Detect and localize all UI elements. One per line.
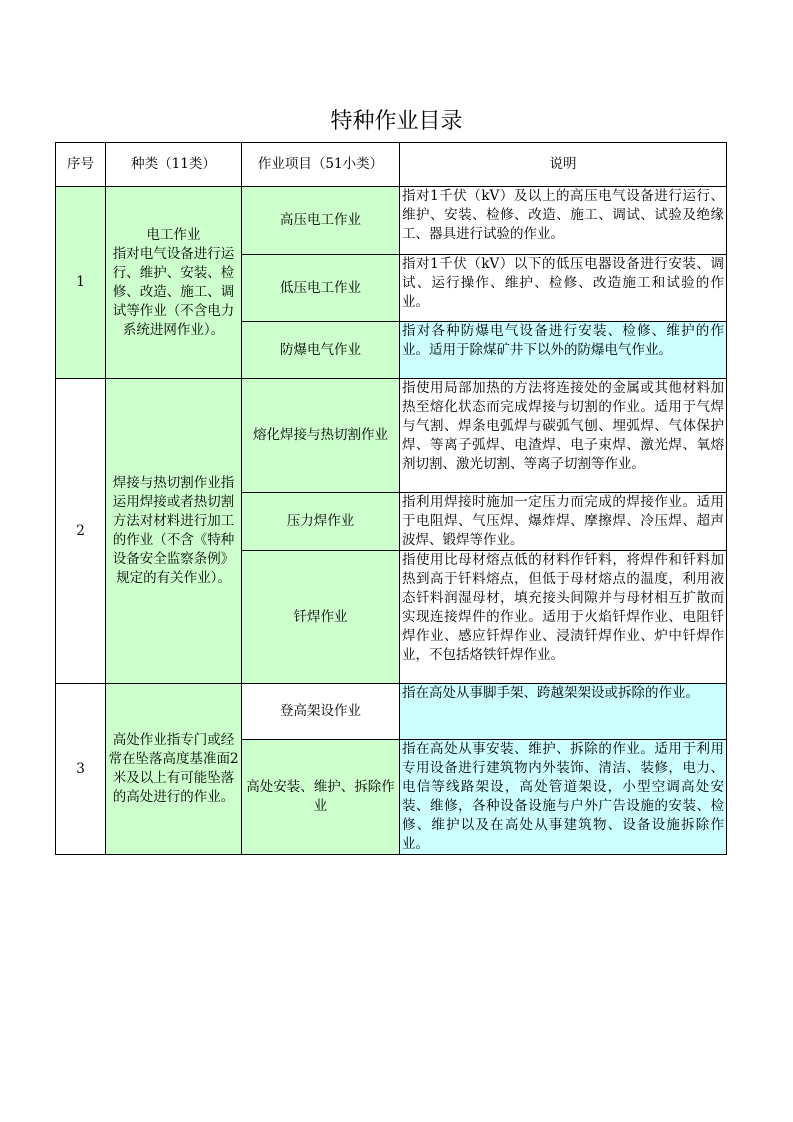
group-index: 2 — [56, 379, 106, 684]
item-name: 登高架设作业 — [242, 684, 400, 740]
item-description: 指对1千伏（kV）及以上的高压电气设备进行运行、维护、安装、检修、改造、施工、调试、试验及绝缘工、器具进行试验的作业。 — [400, 187, 727, 255]
group-category: 高处作业指专门或经常在坠落高度基准面2米及以上有可能坠落的高处进行的作业。 — [106, 684, 242, 855]
item-name: 防爆电气作业 — [242, 322, 400, 379]
group-index: 1 — [56, 187, 106, 379]
table-row — [56, 684, 727, 740]
special-operations-table — [55, 142, 727, 855]
item-name: 钎焊作业 — [242, 551, 400, 684]
item-name: 低压电工作业 — [242, 255, 400, 322]
table-header-row — [56, 143, 727, 187]
item-description: 指对各种防爆电气设备进行安装、检修、维护的作业。适用于除煤矿井下以外的防爆电气作业。 — [400, 322, 727, 379]
item-description: 指对1千伏（kV）以下的低压电器设备进行安装、调试、运行操作、维护、检修、改造施工和试验的作业。 — [400, 255, 727, 322]
item-description: 指在高处从事脚手架、跨越架架设或拆除的作业。 — [400, 684, 727, 740]
item-description: 指使用比母材熔点低的材料作钎料，将焊件和钎料加热到高于钎料熔点，但低于母材熔点的温度，利用液态钎料润湿母材，填充接头间隙并与母材相互扩散而实现连接焊件的作业。适用于火焰钎焊作业、电阻钎焊作业、感应钎焊作业、浸渍钎焊作业、炉中钎焊作业，不包括烙铁钎焊作业。 — [400, 551, 727, 684]
table-row — [56, 379, 727, 493]
item-name: 高处安装、维护、拆除作业 — [242, 740, 400, 855]
header-index: 序号 — [56, 143, 106, 187]
header-description: 说明 — [400, 143, 727, 187]
item-name: 熔化焊接与热切割作业 — [242, 379, 400, 493]
page-title: 特种作业目录 — [330, 109, 463, 134]
header-item: 作业项目（51小类） — [242, 143, 400, 187]
item-description: 指使用局部加热的方法将连接处的金属或其他材料加热至熔化状态而完成焊接与切割的作业。适用于气焊与气割、焊条电弧焊与碳弧气刨、埋弧焊、气体保护焊、等离子弧焊、电渣焊、电子束焊、激光焊、氧熔剂切割、激光切割、等离子切割等作业。 — [400, 379, 727, 493]
group-category: 电工作业 指对电气设备进行运行、维护、安装、检修、改造、施工、调试等作业（不含电力系统进网作业）。 — [106, 187, 242, 379]
group-index: 3 — [56, 684, 106, 855]
header-category: 种类（11类） — [106, 143, 242, 187]
item-description: 指在高处从事安装、维护、拆除的作业。适用于利用专用设备进行建筑物内外装饰、清洁、装修，电力、电信等线路架设，高处管道架设，小型空调高处安装、维修，各种设备设施与户外广告设施的安装、检修、维护以及在高处从事建筑物、设备设施拆除作业。 — [400, 740, 727, 855]
item-name: 高压电工作业 — [242, 187, 400, 255]
table-row — [56, 187, 727, 255]
item-description: 指利用焊接时施加一定压力而完成的焊接作业。适用于电阻焊、气压焊、爆炸焊、摩擦焊、冷压焊、超声波焊、锻焊等作业。 — [400, 493, 727, 551]
item-name: 压力焊作业 — [242, 493, 400, 551]
group-category: 焊接与热切割作业指运用焊接或者热切割方法对材料进行加工的作业（不含《特种设备安全监察条例》规定的有关作业）。 — [106, 379, 242, 684]
